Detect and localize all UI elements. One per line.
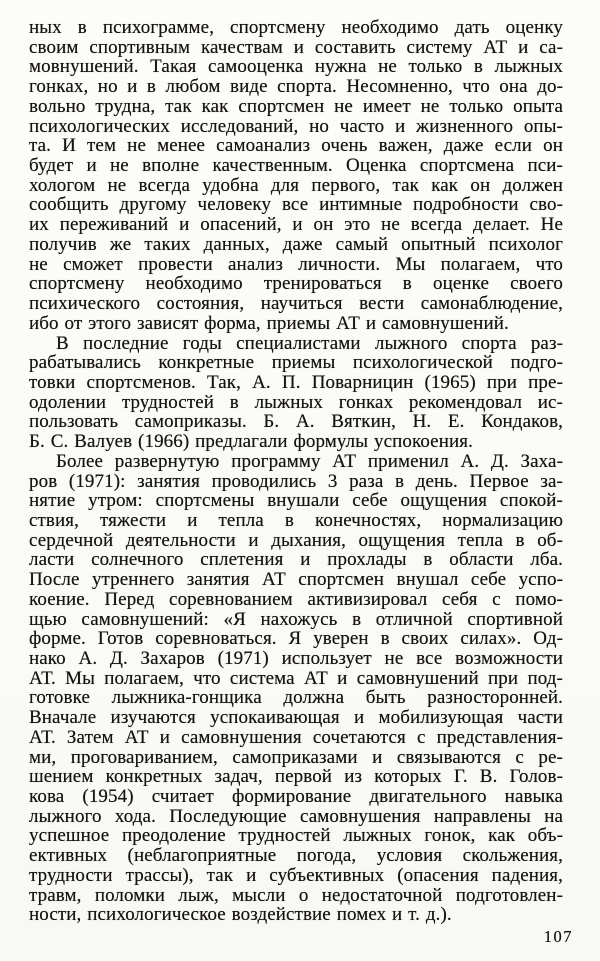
text-line: лыжного хода. Последующие самовнушения направлены на xyxy=(29,805,563,827)
text-line: та. И тем не менее самоанализ очень важен, даже если он xyxy=(29,135,563,157)
text-line: сердечной деятельности и дыхания, ощущения тепла в об- xyxy=(29,529,563,551)
text-line: ми, проговариванием, самоприказами и связываются с ре- xyxy=(29,746,563,768)
text-line: коение. Перед соревнованием активизировал себя с помо- xyxy=(29,588,563,610)
text-line: форме. Готов соревноваться. Я уверен в своих силах». Од- xyxy=(29,628,563,650)
text-line: Более развернутую программу АТ применил А. Д. Заха- xyxy=(56,450,563,472)
text-line: психического состояния, научиться вести самонаблюдение, xyxy=(29,293,563,315)
text-line: ибо от этого зависят форма, приемы АТ и самовнушений. xyxy=(29,312,509,334)
text-line: товки спортсменов. Так, А. П. Поварницин (1965) при пре- xyxy=(29,371,563,393)
text-line: ласти солнечного сплетения и прохлады в области лба. xyxy=(29,549,563,571)
text-line: После утреннего занятия АТ спортсмен внушал себе успо- xyxy=(29,569,563,591)
text-line: их переживаний и опасений, и он это не всегда делает. Не xyxy=(29,214,563,236)
text-line: нако А. Д. Захаров (1971) использует не все возможности xyxy=(29,648,563,669)
text-line: ров (1971): занятия проводились 3 раза в день. Первое за- xyxy=(29,470,563,492)
text-line: ективных (неблагоприятные погода, условия скольжения, xyxy=(29,845,563,867)
text-line: мовнушений. Такая самооценка нужна не только в лыжных xyxy=(29,56,563,78)
text-line: щью самовнушений: «Я нахожусь в отличной спортивной xyxy=(29,608,563,630)
text-line: хологом не всегда удобна для первого, так как он должен xyxy=(29,174,563,196)
text-line: психологических исследований, но часто и жизненного опы- xyxy=(29,115,563,137)
page-text xyxy=(29,18,563,925)
page-number: 107 xyxy=(543,927,573,946)
text-line: сообщить другому человеку все интимные подробности сво- xyxy=(29,194,563,216)
text-line: рабатывались конкретные приемы психологической подго- xyxy=(29,352,563,374)
text-line: шением конкретных задач, первой из которых Г. В. Голов- xyxy=(29,766,563,788)
text-line: В последние годы специалистами лыжного спорта раз- xyxy=(56,332,563,354)
text-line: готовке лыжника-гонщика должна быть разносторонней. xyxy=(29,687,563,709)
text-line: ных в психограмме, спортсмену необходимо дать оценку xyxy=(29,17,563,38)
text-line: вольно трудна, так как спортсмен не имеет не только опыта xyxy=(29,95,563,117)
text-line: трудности трассы), так и субъективных (опасения падения, xyxy=(29,864,563,886)
text-line: нятие утром: спортсмены внушали себе ощущения спокой- xyxy=(29,490,563,512)
text-line: не сможет провести анализ личности. Мы полагаем, что xyxy=(29,253,563,275)
text-line: получив же таких данных, даже самый опытный психолог xyxy=(29,233,563,255)
text-line: АТ. Затем АТ и самовнушения сочетаются с представления- xyxy=(29,726,563,748)
text-line: гонках, но и в любом виде спорта. Несомненно, что она до- xyxy=(29,76,563,98)
text-line: травм, поломки лыж, мысли о недостаточной подготовлен- xyxy=(29,884,563,906)
text-line: пользовать самоприказы. Б. А. Вяткин, Н. Е. Кондаков, xyxy=(29,411,563,433)
text-line: Вначале изучаются успокаивающая и мобилизующая части xyxy=(29,707,563,729)
text-line: кова (1954) считает формирование двигательного навыка xyxy=(29,786,563,808)
text-line: успешное преодоление трудностей лыжных гонок, как объ- xyxy=(29,825,563,847)
text-line: АТ. Мы полагаем, что система АТ и самовнушений при под- xyxy=(29,667,563,689)
text-line: Б. С. Валуев (1966) предлагали формулы успокоения. xyxy=(29,431,473,453)
text-line: своим спортивным качествам и составить систему АТ и са- xyxy=(29,36,563,58)
text-line: будет и не вполне качественным. Оценка спортсмена пси- xyxy=(29,155,563,177)
text-line: ствия, тяжести и тепла в конечностях, нормализацию xyxy=(29,509,563,531)
text-line: одолении трудностей в лыжных гонках рекомендовал ис- xyxy=(29,391,563,413)
text-line: ности, психологическое воздействие помех и т. д.). xyxy=(29,904,452,926)
text-line: спортсмену необходимо тренироваться в оценке своего xyxy=(29,273,563,295)
